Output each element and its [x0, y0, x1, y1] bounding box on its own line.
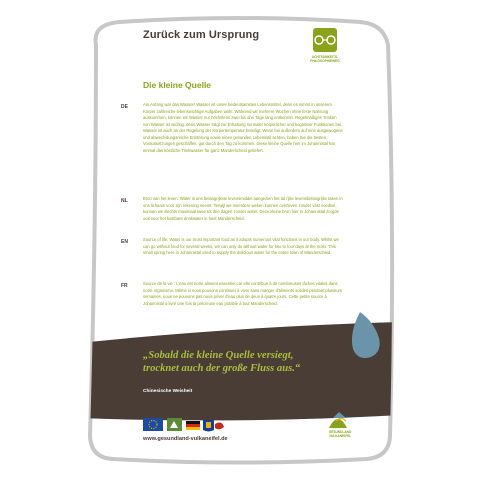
germany-flag-icon	[186, 421, 200, 430]
paragraph-en	[143, 237, 343, 257]
paragraph-fr-text: Source de la vie : L'eau est notre aliment essentiel car elle contribue à de nombreuses tâches vitales dans notre organisme. Même si nous pouvons continuer à vivre sans manger d'aliments solides pendant plusieurs semaines, nous ne pouvons pas nous priver d'eau plus de deux à quatre jours. Cette petite source à Johannistal a livré une fois la précieuse eau potable à tout Manderscheid.	[143, 281, 342, 306]
paragraph-nl	[143, 196, 343, 222]
logo-bottom-caption	[322, 430, 358, 438]
paragraph-fr	[143, 281, 343, 307]
leader-logo-icon	[167, 418, 182, 431]
glasses-logo-icon	[313, 28, 337, 52]
logo-bottom-line1: GESUNDLAND	[328, 430, 352, 434]
page-subtitle: Die kleine Quelle	[143, 80, 212, 90]
logo-top-line1: ACHTSAMKEITS-	[311, 55, 339, 59]
paragraph-nl-text: Bron van het leven: Water is ons belangrijkste levensmiddel aangezien het tal rijke levensbelangrijke taken in ons lichaam voor zijn rekening neemt. Terwijl we meerdere weken kunnen overleven zonder vast voedsel, kunnen we slechts maximaal twee tot drie dagen zonder water. Deze kleine bron hier in Johannistal zorgde ooit voor het kostbare drinkwater in heel Manderscheid.	[143, 196, 343, 221]
lang-code-de: DE	[121, 104, 128, 110]
lang-code-en: EN	[121, 239, 128, 245]
eu-flag-icon	[143, 418, 163, 431]
lang-code-fr: FR	[121, 283, 128, 289]
logo-top-line2: PHILOSOPHIEWEG	[310, 59, 340, 63]
quote-line-1: „Sobald die kleine Quelle versiegt,	[143, 350, 294, 361]
page-title: Zurück zum Ursprung	[143, 29, 260, 41]
lang-code-nl: NL	[121, 198, 128, 204]
logo-top-caption	[309, 55, 341, 63]
paragraph-de-text: Am Anfang war das Wasser! Wasser ist unser bedeutsamstes Lebensmittel, denn es nimmt in unserem Körper zahlreiche lebenswichtige Aufgaben wahr. Während wir mehrere Wochen ohne feste Nahrung auskommen, können wir Wasser nur höchstens zwei bis drei Tage lang entbehren. Regelmäßiges Trinken von Wasser ist wichtig, denn Wasser trägt zur Erhaltung normaler körperlicher und kognitiver Funktionen bei. Wasser ist auch an der Regelung der Körpertemperatur beteiligt. Wenn bei außerdem auf eine ausgewogene und abwechslungsreiche Ernährung sowie einen gesunden Lebensstil achten, haben Sie die besten Voraussetzungen geschaffen, gut durch den Tag zu kommen. Diese kleine Quelle hier im Johannistal hat einmal das köstliche Trinkwasser für ganz Manderscheid geliefert.	[143, 102, 343, 153]
paragraph-en-text: Source of life: Water is our most important food as it adopts numerous vital functions in our body. Whilst we can go without food for several weeks, we can only do without water for two to four days at the most. This small spring here in Johannistal used to supply the delicious water for the entire town of Manderscheid.	[143, 237, 339, 256]
quote	[143, 349, 403, 375]
quote-attribution: Chinesische Weisheit	[143, 389, 193, 394]
logo-bottom-line2: VULKANEIFEL	[328, 434, 352, 438]
quote-line-2: trocknet auch der große Fluss aus.“	[143, 363, 301, 375]
paragraph-de	[143, 102, 343, 154]
website-url: www.gesundland-vulkaneifel.de	[143, 436, 228, 442]
